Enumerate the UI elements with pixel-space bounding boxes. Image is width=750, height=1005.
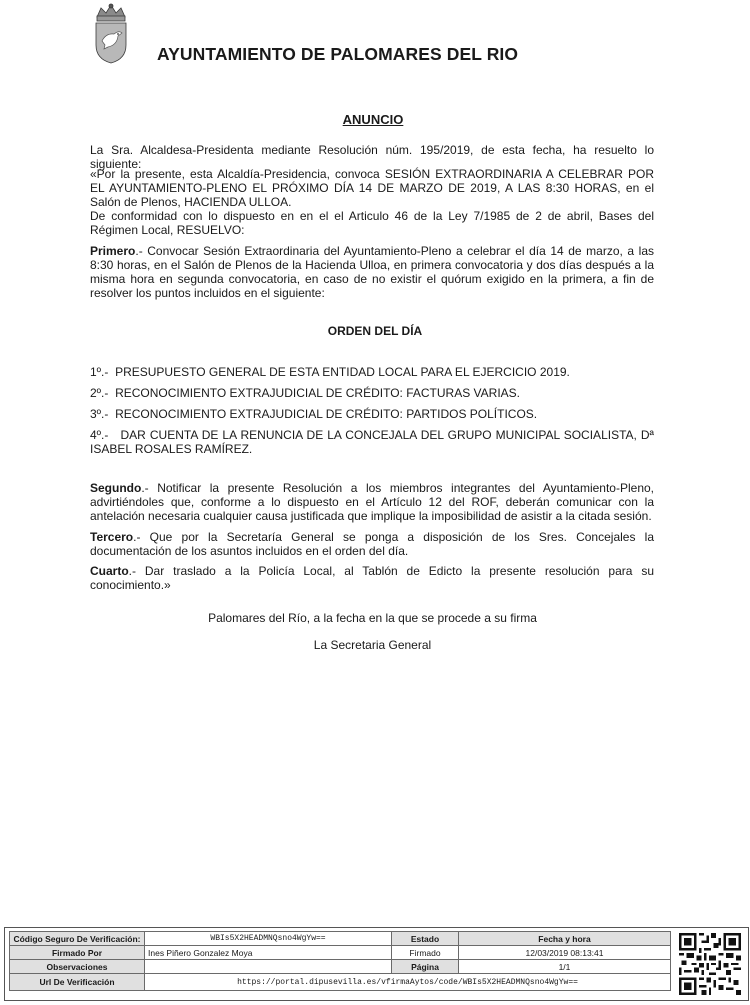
datetime-header: Fecha y hora — [459, 932, 671, 946]
verification-table — [9, 931, 671, 991]
segundo-label: Segundo — [90, 481, 142, 495]
agenda-item-number: 1º.- — [90, 365, 116, 379]
cuarto-label: Cuarto — [90, 564, 129, 578]
convocation-paragraph — [90, 167, 654, 237]
cuarto-text: .- Dar traslado a la Policía Local, al Tablón de Edicto la presente resolución para su conocimiento.» — [90, 564, 654, 592]
primero-label: Primero — [90, 244, 136, 258]
agenda-item — [90, 365, 654, 379]
agenda-item — [90, 386, 654, 400]
tercero-text: .- Que por la Secretaría General se ponga a disposición de los Sres. Concejales la documentación de los asuntos incluidos en el orden del día. — [90, 530, 654, 558]
cuarto-paragraph — [90, 564, 654, 592]
agenda-item-number: 4º.- — [90, 428, 121, 442]
page-label: Página — [392, 960, 459, 974]
agenda-item-text: RECONOCIMIENTO EXTRAJUDICIAL DE CRÉDITO: FACTURAS VARIAS. — [115, 386, 521, 400]
segundo-text: .- Notificar la presente Resolución a los miembros integrantes del Ayuntamiento-Pleno, advirtiéndoles que, conforme a lo dispuesto en el Artículo 12 del ROF, deberán comunicar con la antelación necesaria cualquier causa justificada que implique la imposibilidad de asistir a la citada sesión. — [90, 481, 654, 523]
tercero-label: Tercero — [90, 530, 134, 544]
observations-value — [145, 960, 392, 974]
primero-paragraph — [90, 244, 654, 300]
verification-url[interactable]: https://portal.dipusevilla.es/vfirmaAytos/code/WBIs5X2HEADMNQsno4WgYw== — [145, 974, 671, 991]
qr-code-icon — [679, 933, 741, 995]
convocation-text: «Por la presente, esta Alcaldía-Presidencia, convoca SESIÓN EXTRAORDINARIA A CELEBRAR POR EL AYUNTAMIENTO-PLENO EL PRÓXIMO DÍA 14 DE MARZO DE 2019, A LAS 8:30 HORAS, en el Salón de Plenos, HACIENDA ULLOA. — [90, 167, 654, 209]
agenda-item-text: RECONOCIMIENTO EXTRAJUDICIAL DE CRÉDITO: PARTIDOS POLÍTICOS. — [115, 407, 538, 421]
agenda-item-text: PRESUPUESTO GENERAL DE ESTA ENTIDAD LOCAL PARA EL EJERCICIO 2019. — [115, 365, 570, 379]
page-value: 1/1 — [459, 960, 671, 974]
code-label: Código Seguro De Verificación: — [10, 932, 145, 946]
segundo-paragraph — [90, 481, 654, 523]
agenda-list — [90, 365, 654, 463]
agenda-item — [90, 428, 654, 456]
coat-of-arms-icon — [92, 3, 130, 65]
url-label: Url De Verificación — [10, 974, 145, 991]
primero-text: .- Convocar Sesión Extraordinaria del Ayuntamiento-Pleno a celebrar el día 14 de marzo, a las 8:30 horas, en el Salón de Plenos de la Hacienda Ulloa, en primera convocatoria y dos días después a la misma hora en segunda convocatoria, en caso de no existir el quórum exigido en la primera, a fin de resolver los puntos incluidos en el siguiente: — [90, 244, 654, 300]
intro-text: La Sra. Alcaldesa-Presidenta mediante Resolución núm. 195/2019, de esta fecha, ha resuelto lo siguiente: — [90, 143, 654, 171]
agenda-item — [90, 407, 654, 421]
datetime-value: 12/03/2019 08:13:41 — [459, 946, 671, 960]
town-hall-name: AYUNTAMIENTO DE PALOMARES DEL RIO — [157, 44, 519, 64]
verification-box — [4, 927, 749, 1001]
status-header: Estado — [392, 932, 459, 946]
document-title: ANUNCIO — [342, 112, 404, 127]
observations-label: Observaciones — [10, 960, 145, 974]
tercero-paragraph — [90, 530, 654, 558]
signer-title: La Secretaria General — [313, 638, 432, 652]
agenda-item-text: DAR CUENTA DE LA RENUNCIA DE LA CONCEJALA DEL GRUPO MUNICIPAL SOCIALISTA, Dª ISABEL ROSALES RAMÍREZ. — [90, 428, 655, 456]
agenda-item-number: 3º.- — [90, 407, 116, 421]
signed-by-label: Firmado Por — [10, 946, 145, 960]
status-value: Firmado — [392, 946, 459, 960]
legal-basis-text: De conformidad con lo dispuesto en en el el Articulo 46 de la Ley 7/1985 de 2 de abril, Bases del Régimen Local, RESUELVO: — [90, 209, 654, 237]
agenda-item-number: 2º.- — [90, 386, 116, 400]
signed-by-value: Ines Piñero Gonzalez Moya — [145, 946, 392, 960]
agenda-title: ORDEN DEL DÍA — [327, 324, 423, 338]
verification-code: WBIs5X2HEADMNQsno4WgYw== — [145, 932, 392, 946]
place-date-line: Palomares del Río, a la fecha en la que se procede a su firma — [208, 611, 537, 625]
